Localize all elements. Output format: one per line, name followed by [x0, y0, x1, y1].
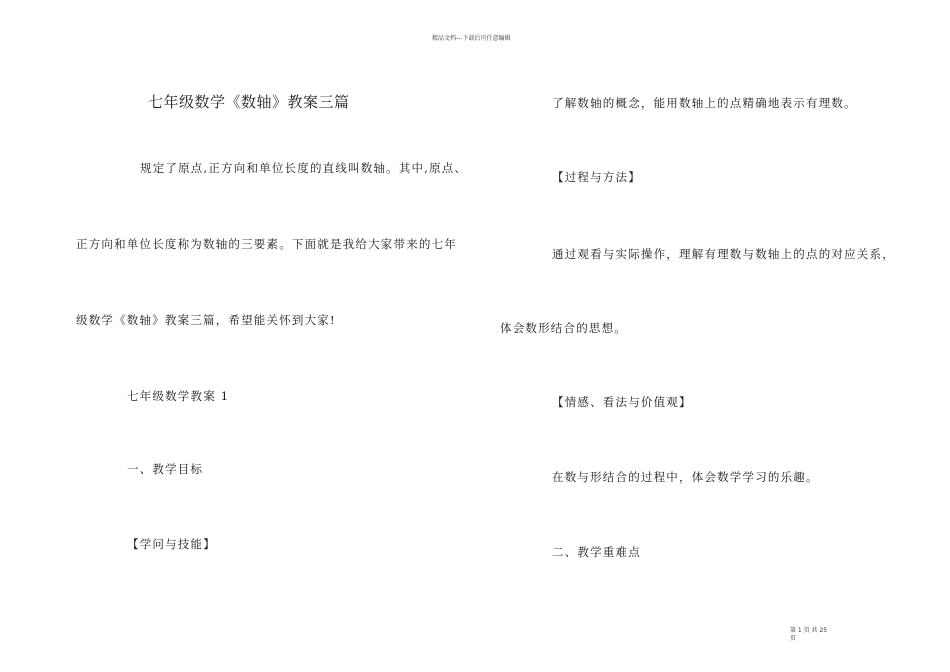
page-number: 第 1 页 共 25 页 [790, 627, 828, 642]
document-title: 七年级数学《数轴》教案三篇 [148, 93, 350, 111]
right-line-6: 在数与形结合的过程中，体会数学学习的乐趣。 [552, 470, 819, 484]
subheading-process-method: 【过程与方法】 [552, 170, 641, 184]
section-heading-key-points: 二、教学重难点 [552, 545, 641, 559]
subheading-knowledge-skills: 【学问与技能】 [127, 537, 216, 551]
intro-line-3: 级数学《数轴》教案三篇，希望能关怀到大家! [76, 313, 336, 327]
plan-title: 七年级数学教案 1 [127, 389, 230, 403]
right-line-3: 通过观看与实际操作，理解有理数与数轴上的点的对应关系， [552, 247, 895, 261]
header-note: 精品文档---下载后可任意编辑 [432, 35, 511, 42]
right-line-4: 体会数形结合的思想。 [500, 321, 627, 335]
right-line-1: 了解数轴的概念，能用数轴上的点精确地表示有理数。 [552, 96, 857, 110]
section-heading-objectives: 一、教学目标 [127, 462, 204, 476]
intro-line-1: 规定了原点,正方向和单位长度的直线叫数轴。其中,原点、 [140, 161, 468, 175]
subheading-emotion-values: 【情感、看法与价值观】 [552, 395, 692, 409]
intro-line-2: 正方向和单位长度称为数轴的三要素。下面就是我给大家带来的七年 [76, 237, 457, 251]
